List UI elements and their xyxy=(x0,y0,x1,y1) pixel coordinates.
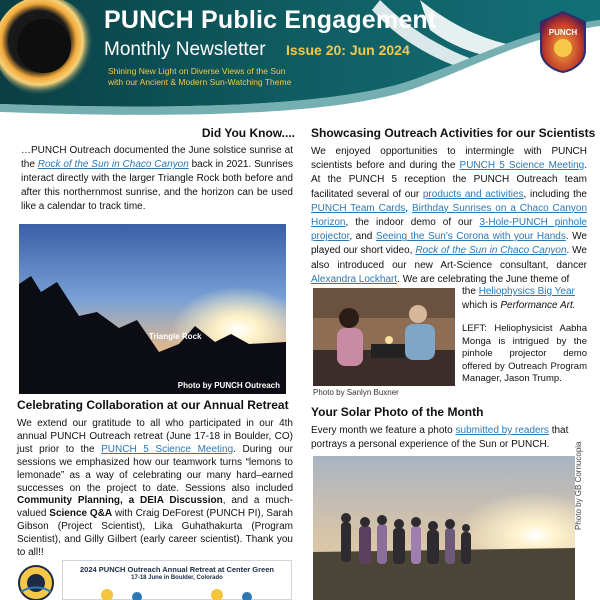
badge-text: PUNCH xyxy=(548,28,578,37)
sunrise-scene xyxy=(19,224,286,394)
retreat-bold-1: Community Planning, a DEIA Discussion xyxy=(17,495,223,507)
solar-photo-of-month xyxy=(313,456,575,600)
dyk-text-2: back in 2021. Sunrises interact directly with the larger Triangle Rock both before and after this northernmost sunrise, and the horizon can be used like a calendar to track time. xyxy=(21,159,293,213)
retreat-bold-2: Science Q&A xyxy=(49,508,113,520)
pinhole-demo-scene xyxy=(313,288,455,386)
tagline-line-2: with our Ancient & Modern Sun-Watching Theme xyxy=(108,77,292,87)
heliophysics-big-year-link[interactable]: Heliophysics Big Year xyxy=(478,286,575,297)
triangle-rock-sunrise-photo xyxy=(19,224,286,394)
alexandra-lockhart-link[interactable]: Alexandra Lockhart xyxy=(311,273,398,285)
show-text-5: , the indoor demo of our xyxy=(345,217,480,229)
dyk-text-1: …PUNCH Outreach documented the June solstice sunrise at the xyxy=(21,145,293,171)
solar-photo-body xyxy=(311,424,587,451)
retreat-card-title: 2024 PUNCH Outreach Annual Retreat at Center Green xyxy=(80,565,274,574)
retreat-logo-icon xyxy=(15,562,57,600)
retreat-card xyxy=(62,560,292,600)
solar-text-2: that portrays a personal experience of the Sun or PUNCH. xyxy=(311,425,569,450)
did-you-know-heading: Did You Know.... xyxy=(201,126,295,140)
balloons-icon xyxy=(67,583,289,600)
eclipse-sun-icon xyxy=(0,0,96,100)
did-you-know-body xyxy=(21,144,293,214)
newsletter-title: PUNCH Public Engagement xyxy=(104,6,437,34)
showcasing-body xyxy=(311,145,587,287)
punch5-meeting-link-retreat[interactable]: PUNCH 5 Science Meeting xyxy=(101,443,234,455)
show-text-1: We enjoyed opportunities to intermingle with PUNCH scientists before and during the xyxy=(311,146,587,172)
show-text-9: . We are celebrating the June theme of xyxy=(397,273,570,285)
show-text-7: . We played our short video, xyxy=(311,231,587,257)
retreat-text-4: with Craig DeForest (PUNCH PI), Sarah Gibson (Project Scientist), Lika Guhathakurta (Program Scientist), and Gilly Gilbert (early career scientist). Thank you to all!! xyxy=(17,508,293,559)
showcasing-tail xyxy=(462,285,587,313)
retreat-card-subtitle: 17-18 June in Boulder, Colorado xyxy=(131,575,223,581)
tagline-line-1: Shining New Light on Diverse Views of the Sun xyxy=(108,66,286,76)
team-cards-link[interactable]: PUNCH Team Cards xyxy=(311,202,406,214)
tail-text-1: the xyxy=(462,286,479,297)
show-text-8: . We also introduced our new Art-Science consultant, dancer xyxy=(311,245,587,271)
retreat-text-3: , and a much-valued xyxy=(17,495,293,520)
sunrise-photo-credit: Photo by PUNCH Outreach xyxy=(177,381,280,390)
show-text-3: , including the xyxy=(523,188,587,200)
pinhole-photo-caption: LEFT: Heliophysicist Aabha Monga is intrigued by the pinhole projector demo offered by Outreach Program Manager, Jason Trump. xyxy=(462,323,587,384)
pinhole-projector-link[interactable]: 3-Hole-PUNCH pinhole projector xyxy=(311,217,587,243)
show-text-6: , and xyxy=(349,231,376,243)
show-text-4: , xyxy=(405,202,412,214)
newsletter-header xyxy=(0,0,600,118)
pinhole-demo-photo xyxy=(313,288,455,386)
tail-italic: Performance Art. xyxy=(500,300,576,311)
triangle-rock-label: Triangle Rock xyxy=(149,332,202,341)
solar-photo-credit: Photo by GB Cornucopia xyxy=(574,441,583,530)
products-activities-link[interactable]: products and activities xyxy=(422,188,524,200)
pinhole-photo-credit: Photo by Sanlyn Buxner xyxy=(313,388,399,397)
retreat-text-2: . During our sessions we emphasized how our teamwork turns “lemons to lemonade” as a way of celebrating our many hard–earned successes on the project to date. Sessions also included xyxy=(17,443,294,494)
solar-photo-heading: Your Solar Photo of the Month xyxy=(311,405,484,419)
newsletter-tagline xyxy=(108,66,368,88)
sunset-crowd-scene xyxy=(313,456,575,600)
issue-label: Issue 20: Jun 2024 xyxy=(286,42,410,58)
show-text-2: . At the PUNCH 5 reception the PUNCH Outreach team facilitated several of our xyxy=(311,160,587,200)
punch5-meeting-link[interactable]: PUNCH 5 Science Meeting xyxy=(459,160,585,172)
corona-hands-link[interactable]: Seeing the Sun's Corona with your Hands xyxy=(375,231,566,243)
showcasing-heading: Showcasing Outreach Activities for our Scientists xyxy=(311,126,596,140)
punch-mission-badge-icon xyxy=(538,10,588,74)
rock-of-the-sun-link[interactable]: Rock of the Sun in Chaco Canyon xyxy=(37,159,189,171)
tail-text-2: which is xyxy=(462,300,501,311)
solar-text-1: Every month we feature a photo xyxy=(311,425,456,436)
retreat-heading: Celebrating Collaboration at our Annual Retreat xyxy=(17,398,289,412)
newsletter-subtitle: Monthly Newsletter xyxy=(104,39,266,60)
submitted-by-readers-link[interactable]: submitted by readers xyxy=(455,425,549,436)
rock-of-sun-video-link[interactable]: Rock of the Sun in Chaco Canyon xyxy=(415,245,567,257)
retreat-text-1: We extend our gratitude to all who participated in our 4th annual PUNCH Outreach retreat (June 17-18 in Boulder, CO) just prior to the xyxy=(17,418,293,455)
birthday-sunrises-link[interactable]: Birthday Sunrises on a Chaco Canyon Horizon xyxy=(311,202,588,229)
retreat-body xyxy=(17,418,293,560)
